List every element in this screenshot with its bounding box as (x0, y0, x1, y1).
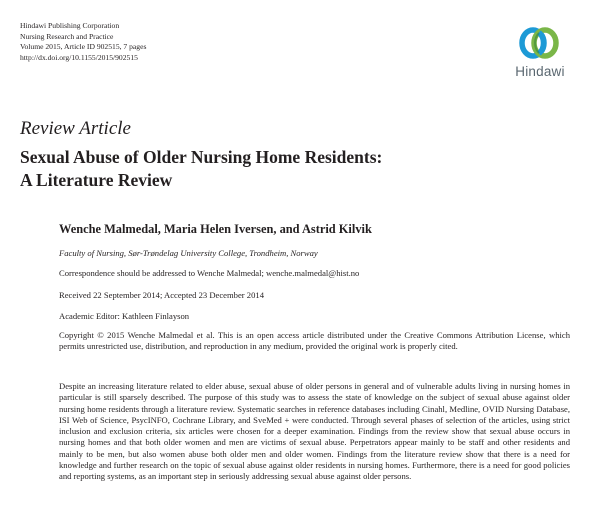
article-title (20, 146, 540, 191)
journal-header (20, 21, 280, 63)
doi-link[interactable]: http://dx.doi.org/10.1155/2015/902515 (20, 52, 138, 62)
received-accepted-dates: Received 22 September 2014; Accepted 23 December 2014 (59, 290, 264, 300)
hindawi-rings-icon (517, 23, 561, 63)
article-type: Review Article (20, 118, 131, 139)
author-list: Wenche Malmedal, Maria Helen Iversen, and Astrid Kilvik (59, 222, 372, 236)
copyright-notice: Copyright © 2015 Wenche Malmedal et al. This is an open access article distributed under the Creative Commons Attribution License, which permits unrestricted use, distribution, and reproduction in any medium, provided the original work is properly cited. (59, 330, 570, 352)
journal-name: Nursing Research and Practice (20, 31, 114, 41)
title-line-2: A Literature Review (20, 169, 173, 190)
hindawi-logo[interactable] (509, 23, 575, 89)
affiliation: Faculty of Nursing, Sør-Trøndelag University College, Trondheim, Norway (59, 248, 318, 258)
volume-info: Volume 2015, Article ID 902515, 7 pages (20, 42, 147, 52)
publisher-name: Hindawi Publishing Corporation (20, 21, 120, 30)
correspondence: Correspondence should be addressed to Wenche Malmedal; wenche.malmedal@hist.no (59, 268, 360, 278)
title-line-1: Sexual Abuse of Older Nursing Home Residents: (20, 147, 383, 167)
abstract: Despite an increasing literature related to elder abuse, sexual abuse of older persons in general and of vulnerable adults living in nursing homes in particular is still sparsely described. The purpose of this study was to assess the state of knowledge on the subject of sexual abuse against older nursing home residents through a literature review. Systematic searches in reference databases including Cinahl, Medline, OVID Nursing Database, ISI Web of Science, PsycINFO, Cochrane Library, and SveMed + were conducted. Through several phases of selection of the articles, using strict inclusion and exclusion criteria, six articles were chosen for a deeper examination. Findings from the review show that sexual abuse occurs in nursing homes and that both older women and men are victims of sexual abuse. Perpetrators appear mainly to be staff and other residents and mainly to be men, but also women abuse both older men and older women. Findings from the literature review show that there is a need for knowledge and further research on the topic of sexual abuse against older residents in nursing homes. Furthermore, there is a need for good policies and reporting systems, as an important step in seriously addressing sexual abuse against older persons. (59, 381, 570, 482)
hindawi-logo-text: Hindawi (515, 64, 565, 79)
academic-editor: Academic Editor: Kathleen Finlayson (59, 311, 190, 321)
